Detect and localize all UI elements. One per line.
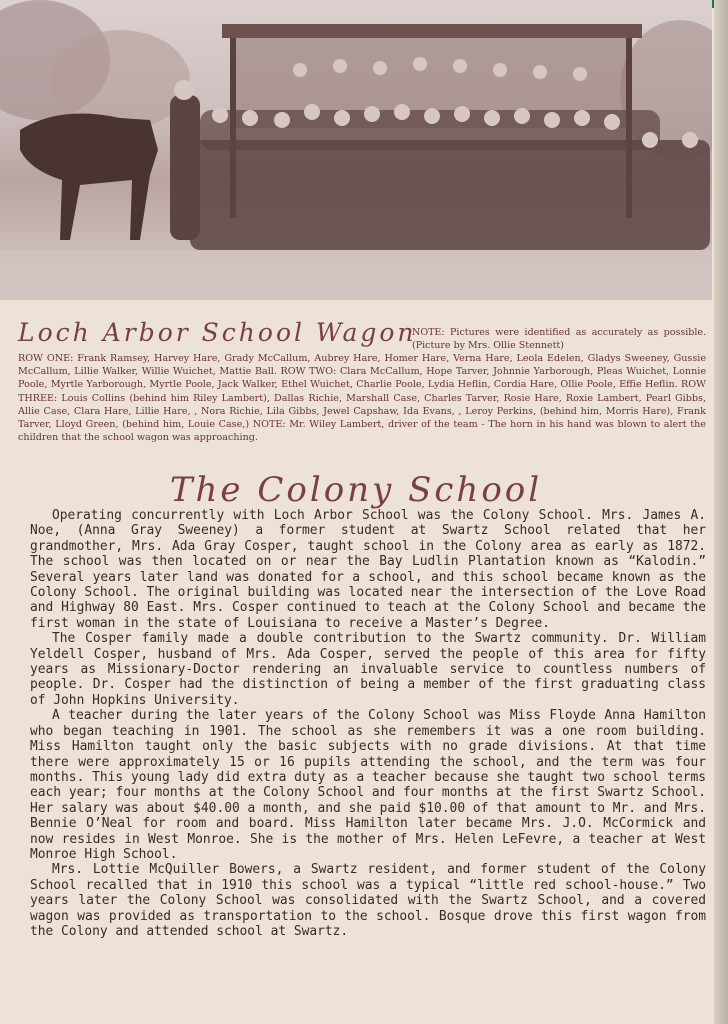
- paragraph: Mrs. Lottie McQuiller Bowers, a Swartz resident, and former student of the Colony School recalled that in 1910 this school was a typical “little red school-house.” Two years later the Colony School was consolidated with the Swartz School, and a covered wagon was provided as transportation to the school. Bosque drove this first wagon from the Colony and attended school at Swartz.: [30, 862, 706, 939]
- caption-note: NOTE: Pictures were identified as accurately as possible. (Picture by Mrs. Ollie Stennett): [412, 327, 706, 351]
- school-wagon-photo: [0, 0, 712, 300]
- caption-rows: ROW ONE: Frank Ramsey, Harvey Hare, Grady McCallum, Aubrey Hare, Homer Hare, Verna Hare, Leola Edelen, Gladys Sweeney, Gussie McCallum, Lillie Walker, Willie Wuichet, Mattie Ball. ROW TWO: Clara McCallum, Hope Tarver, Johnnie Yarborough, Pleas Wuichet, Lonnie Poole, Myrtle Yarborough, Myrtle Poole, Jack Walker, Ethel Wuichet, Charlie Poole, Lydia Heflin, Cordia Hare, Ollie Poole, Effie Heflin. ROW THREE: Louis Collins (behind him Riley Lambert), Dallas Richie, Marshall Case, Charles Tarver, Rosie Hare, Roxie Lambert, Pearl Gibbs, Allie Case, Clara Hare, Lillie Hare, , Nora Richie, Lila Gibbs, Jewel Capshaw, Ida Evans, , Leroy Perkins, (behind him, Morris Hare), Frank Tarver, Lloyd Green, (behind him, Louie Case,) NOTE: Mr. Wiley Lambert, driver of the team - The horn in his hand was blown to alert the children that the school wagon was approaching.: [18, 353, 706, 444]
- paragraph: A teacher during the later years of the Colony School was Miss Floyde Anna Hamilton who began teaching in 1901. The school as she remembers it was a one room building. Miss Hamilton taught only the basic subjects with no grade divisions. At that time there were approximately 15 or 16 pupils attending the school, and the term was four months. This young lady did extra duty as a teacher because she taught two school terms each year; four months at the Colony School and four months at the first Swartz School. Her salary was about $40.00 a month, and she paid $10.00 of that amount to Mr. and Mrs. Bennie O’Neal for room and board. Miss Hamilton later became Mrs. J.O. McCormick and now resides in West Monroe. She is the mother of Mrs. Helen LeFevre, a teacher at West Monroe High School.: [30, 708, 706, 862]
- paragraph: The Cosper family made a double contribution to the Swartz community. Dr. William Yeldell Cosper, husband of Mrs. Ada Cosper, served the people of this area for fifty years as Missionary-Doctor rendering an invaluable service to countless numbers of people. Dr. Cosper had the distinction of being a member of the first graduating class of John Hopkins University.: [30, 631, 706, 708]
- article-body: [30, 508, 706, 939]
- page-edge: [714, 0, 728, 1024]
- photo-illustration: [0, 0, 712, 300]
- caption-title: Loch Arbor School Wagon: [18, 318, 417, 347]
- section-title: The Colony School: [169, 470, 543, 510]
- paragraph: Operating concurrently with Loch Arbor School was the Colony School. Mrs. James A. Noe, (Anna Gray Sweeney) a former student at Swartz School related that her grandmother, Mrs. Ada Gray Cosper, taught school in the Colony area as early as 1872. The school was then located on or near the Bay Ludlin Plantation known as “Kalodin.” Several years later land was donated for a school, and this school became known as the Colony School. The original building was located near the intersection of the Love Road and Highway 80 East. Mrs. Cosper continued to teach at the Colony School and became the first woman in the state of Louisiana to receive a Master’s Degree.: [30, 508, 706, 631]
